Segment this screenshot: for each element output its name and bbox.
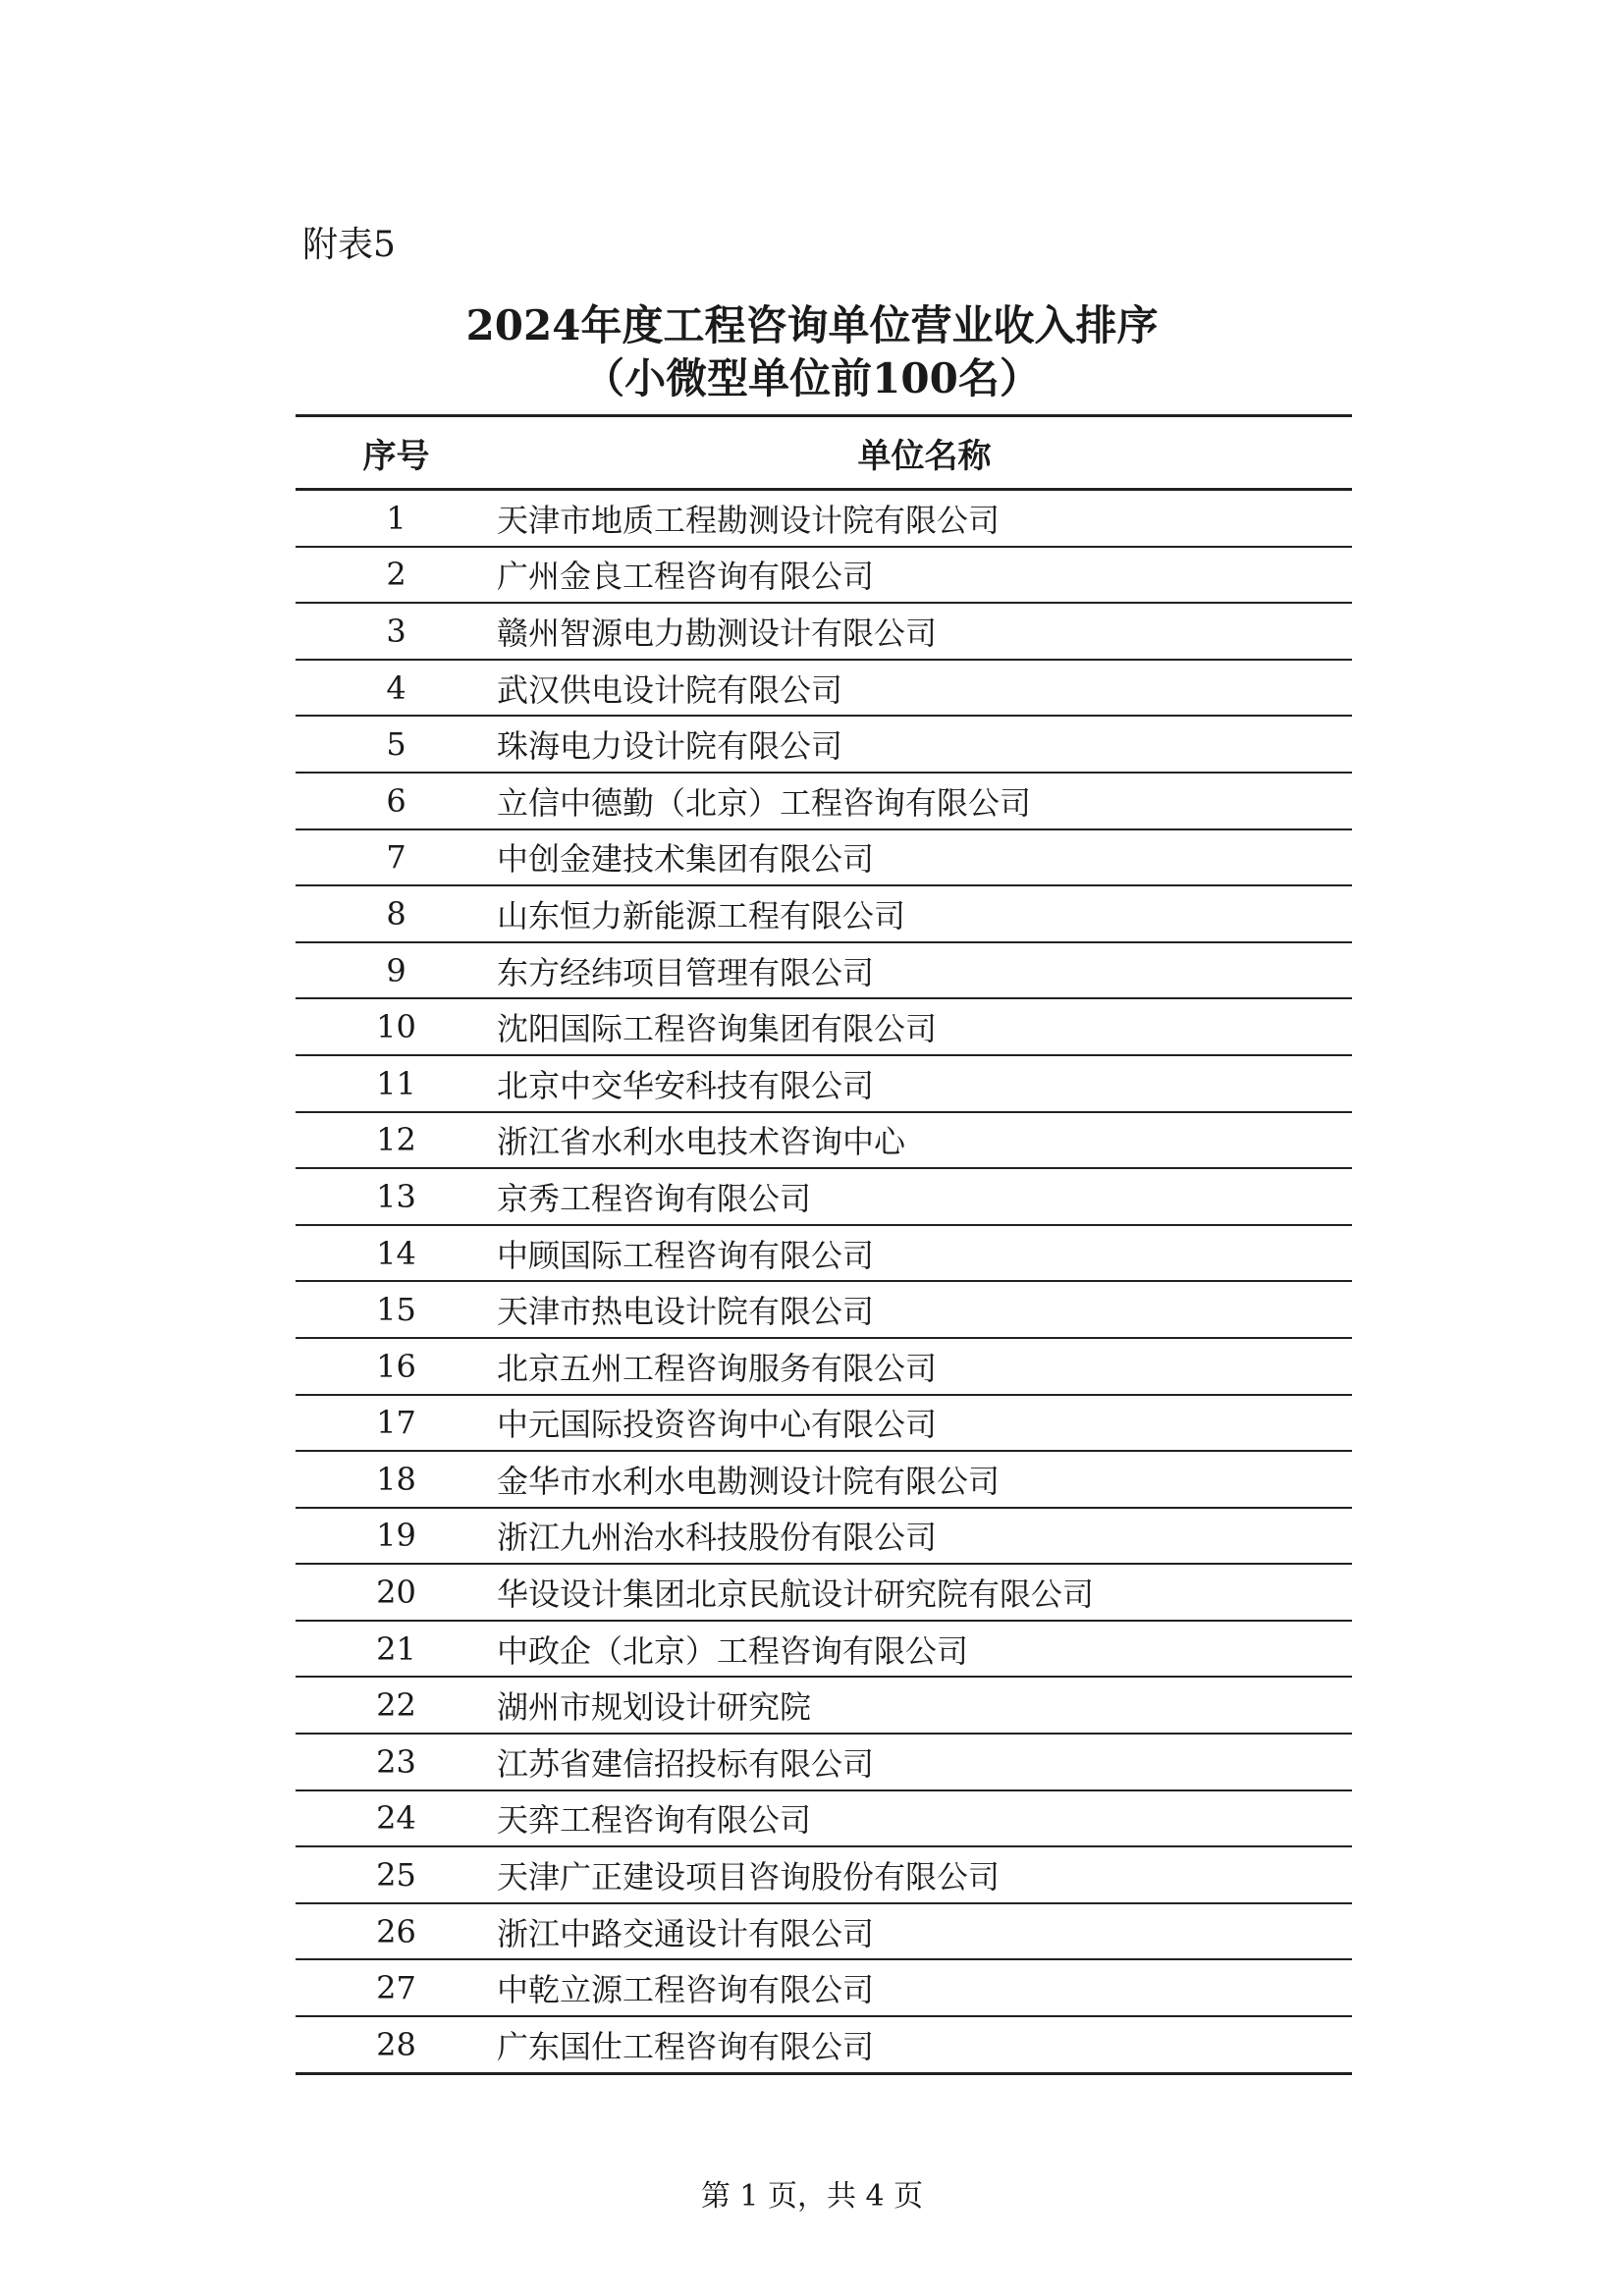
row-serial-number: 1 bbox=[296, 490, 497, 547]
row-serial-number: 2 bbox=[296, 547, 497, 604]
row-organization-name: 天弈工程咨询有限公司 bbox=[497, 1790, 1352, 1847]
table-row bbox=[296, 1168, 1352, 1225]
row-organization-name: 广州金良工程咨询有限公司 bbox=[497, 547, 1352, 604]
row-serial-number: 25 bbox=[296, 1846, 497, 1903]
row-organization-name: 中乾立源工程咨询有限公司 bbox=[497, 1959, 1352, 2016]
row-serial-number: 12 bbox=[296, 1112, 497, 1169]
row-organization-name: 京秀工程咨询有限公司 bbox=[497, 1168, 1352, 1225]
row-serial-number: 15 bbox=[296, 1281, 497, 1338]
table-row bbox=[296, 2016, 1352, 2073]
table-row bbox=[296, 716, 1352, 773]
row-organization-name: 天津市热电设计院有限公司 bbox=[497, 1281, 1352, 1338]
row-organization-name: 中创金建技术集团有限公司 bbox=[497, 829, 1352, 886]
table-row bbox=[296, 603, 1352, 660]
row-organization-name: 华设设计集团北京民航设计研究院有限公司 bbox=[497, 1564, 1352, 1621]
row-organization-name: 浙江中路交通设计有限公司 bbox=[497, 1903, 1352, 1960]
row-organization-name: 天津广正建设项目咨询股份有限公司 bbox=[497, 1846, 1352, 1903]
table-row bbox=[296, 490, 1352, 547]
row-serial-number: 10 bbox=[296, 998, 497, 1055]
table-row bbox=[296, 1508, 1352, 1565]
row-organization-name: 立信中德勤（北京）工程咨询有限公司 bbox=[497, 773, 1352, 829]
row-organization-name: 中政企（北京）工程咨询有限公司 bbox=[497, 1621, 1352, 1678]
row-serial-number: 21 bbox=[296, 1621, 497, 1678]
row-serial-number: 7 bbox=[296, 829, 497, 886]
table-row bbox=[296, 1451, 1352, 1508]
annex-label: 附表5 bbox=[302, 225, 396, 265]
row-organization-name: 湖州市规划设计研究院 bbox=[497, 1677, 1352, 1734]
row-organization-name: 北京中交华安科技有限公司 bbox=[497, 1055, 1352, 1112]
row-serial-number: 26 bbox=[296, 1903, 497, 1960]
header-organization-name: 单位名称 bbox=[497, 416, 1352, 490]
row-organization-name: 东方经纬项目管理有限公司 bbox=[497, 942, 1352, 999]
row-organization-name: 珠海电力设计院有限公司 bbox=[497, 716, 1352, 773]
row-organization-name: 浙江省水利水电技术咨询中心 bbox=[497, 1112, 1352, 1169]
table-row bbox=[296, 998, 1352, 1055]
row-serial-number: 3 bbox=[296, 603, 497, 660]
row-serial-number: 16 bbox=[296, 1338, 497, 1395]
row-serial-number: 11 bbox=[296, 1055, 497, 1112]
row-serial-number: 19 bbox=[296, 1508, 497, 1565]
row-organization-name: 浙江九州治水科技股份有限公司 bbox=[497, 1508, 1352, 1565]
table-row bbox=[296, 1903, 1352, 1960]
table-row bbox=[296, 660, 1352, 717]
table-row bbox=[296, 1677, 1352, 1734]
table-row bbox=[296, 1846, 1352, 1903]
row-serial-number: 13 bbox=[296, 1168, 497, 1225]
table-row bbox=[296, 1055, 1352, 1112]
row-organization-name: 武汉供电设计院有限公司 bbox=[497, 660, 1352, 717]
table-row bbox=[296, 1338, 1352, 1395]
table-row bbox=[296, 1734, 1352, 1790]
row-serial-number: 24 bbox=[296, 1790, 497, 1847]
row-organization-name: 金华市水利水电勘测设计院有限公司 bbox=[497, 1451, 1352, 1508]
row-serial-number: 14 bbox=[296, 1225, 497, 1282]
row-serial-number: 23 bbox=[296, 1734, 497, 1790]
row-serial-number: 28 bbox=[296, 2016, 497, 2073]
table-row bbox=[296, 1112, 1352, 1169]
row-organization-name: 沈阳国际工程咨询集团有限公司 bbox=[497, 998, 1352, 1055]
table-row bbox=[296, 547, 1352, 604]
row-serial-number: 27 bbox=[296, 1959, 497, 2016]
row-serial-number: 5 bbox=[296, 716, 497, 773]
header-serial-number: 序号 bbox=[296, 416, 497, 490]
row-serial-number: 6 bbox=[296, 773, 497, 829]
row-organization-name: 广东国仕工程咨询有限公司 bbox=[497, 2016, 1352, 2073]
table-row bbox=[296, 1225, 1352, 1282]
table-row bbox=[296, 1281, 1352, 1338]
table-row bbox=[296, 942, 1352, 999]
table-row bbox=[296, 1621, 1352, 1678]
table-row bbox=[296, 1395, 1352, 1452]
row-serial-number: 17 bbox=[296, 1395, 497, 1452]
document-title: 2024年度工程咨询单位营业收入排序 bbox=[465, 301, 1159, 349]
table-row bbox=[296, 829, 1352, 886]
table-row bbox=[296, 773, 1352, 829]
row-organization-name: 天津市地质工程勘测设计院有限公司 bbox=[497, 490, 1352, 547]
row-serial-number: 18 bbox=[296, 1451, 497, 1508]
table-row bbox=[296, 1790, 1352, 1847]
table-row bbox=[296, 1959, 1352, 2016]
row-organization-name: 北京五州工程咨询服务有限公司 bbox=[497, 1338, 1352, 1395]
ranking-table bbox=[296, 414, 1352, 2075]
table-header-row bbox=[296, 416, 1352, 490]
table-row bbox=[296, 885, 1352, 942]
row-serial-number: 9 bbox=[296, 942, 497, 999]
document-subtitle: （小微型单位前100名） bbox=[583, 354, 1041, 402]
row-serial-number: 20 bbox=[296, 1564, 497, 1621]
row-organization-name: 中顾国际工程咨询有限公司 bbox=[497, 1225, 1352, 1282]
table-body bbox=[296, 490, 1352, 2074]
page-footer: 第 1 页，共 4 页 bbox=[700, 2179, 924, 2214]
row-organization-name: 江苏省建信招投标有限公司 bbox=[497, 1734, 1352, 1790]
row-organization-name: 山东恒力新能源工程有限公司 bbox=[497, 885, 1352, 942]
row-serial-number: 22 bbox=[296, 1677, 497, 1734]
row-serial-number: 8 bbox=[296, 885, 497, 942]
row-organization-name: 赣州智源电力勘测设计有限公司 bbox=[497, 603, 1352, 660]
row-serial-number: 4 bbox=[296, 660, 497, 717]
table-row bbox=[296, 1564, 1352, 1621]
row-organization-name: 中元国际投资咨询中心有限公司 bbox=[497, 1395, 1352, 1452]
